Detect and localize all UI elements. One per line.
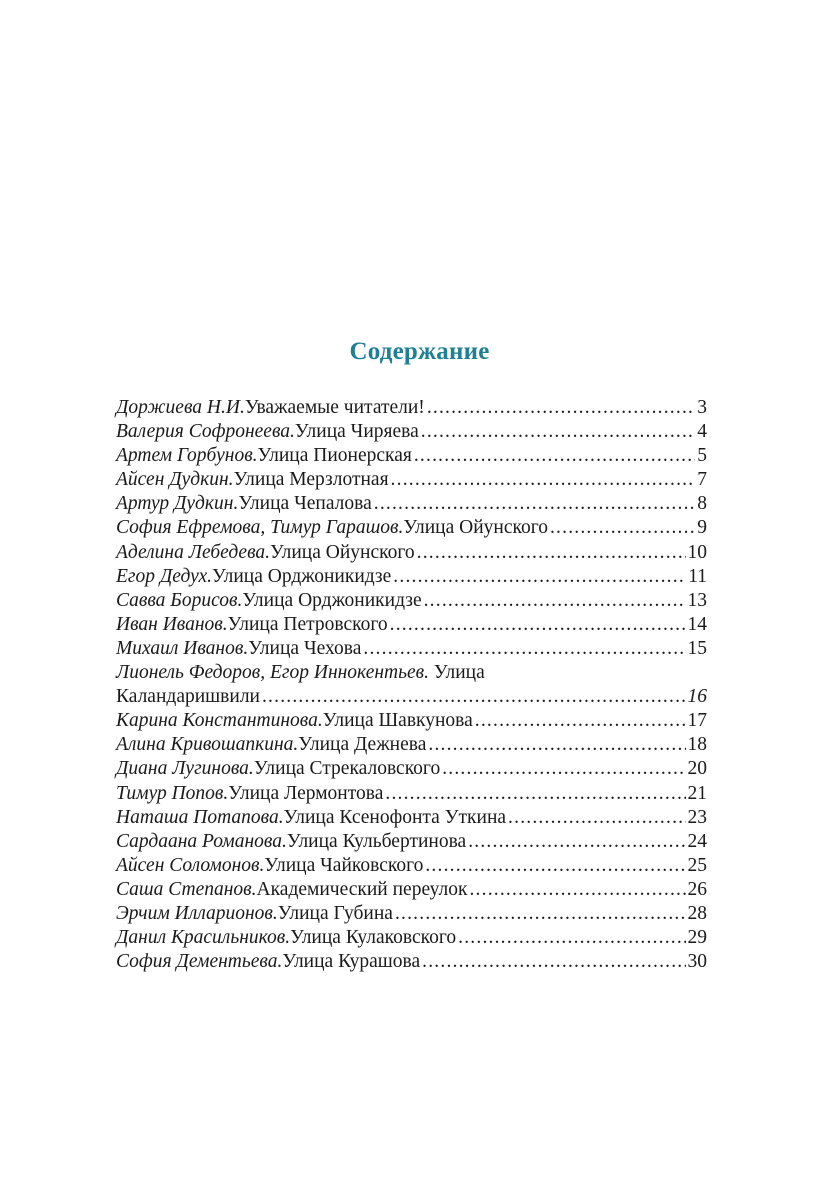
entry-author: Карина Константинова.: [116, 710, 323, 732]
entry-title: Улица Губина: [277, 902, 393, 924]
entry-title: Улица Стрекаловского: [253, 758, 441, 780]
entry-author: Айсен Соломонов.: [116, 854, 265, 876]
toc-entry[interactable]: [116, 902, 707, 926]
entry-author: Михаил Иванов.: [116, 637, 249, 659]
entry-author: София Ефремова, Тимур Гарашов.: [116, 517, 404, 539]
entry-author: Наташа Потапова.: [116, 806, 284, 828]
toc-entry[interactable]: [116, 565, 707, 589]
entry-author: Диана Лугинова.: [116, 758, 254, 780]
dot-leader: [428, 733, 685, 757]
entry-page-number: 28: [687, 902, 707, 924]
toc-entry[interactable]: [116, 541, 707, 565]
entry-author: Сардаана Романова.: [116, 830, 287, 852]
toc-entry[interactable]: [116, 782, 707, 806]
entry-author: Валерия Софронеева.: [116, 421, 295, 443]
entry-page-number: 9: [697, 517, 707, 539]
entry-title: Улица Ойунского: [270, 541, 415, 563]
dot-leader: [414, 444, 695, 468]
dot-leader: [417, 541, 686, 565]
entry-author: Алина Кривошапкина.: [116, 734, 299, 756]
entry-title: Уважаемые читатели!: [244, 397, 425, 418]
entry-title-continued: Каландаришвили: [116, 686, 260, 708]
entry-title: Улица Кулаковского: [290, 927, 457, 949]
entry-author: София Дементьева.: [116, 951, 283, 973]
entry-title: Улица Кульбертинова: [286, 830, 467, 852]
entry-page-number: 17: [687, 710, 707, 732]
table-of-contents: [116, 396, 707, 974]
entry-author: Иван Иванов.: [116, 613, 228, 635]
entry-title: Улица Ойунского: [403, 517, 548, 539]
toc-entry[interactable]: [116, 806, 707, 830]
entry-page-number: 23: [687, 806, 707, 828]
dot-leader: [424, 589, 686, 613]
entry-title: Академический переулок: [256, 878, 468, 900]
entry-page-number: 13: [687, 589, 707, 611]
entry-author: Лионель Федоров, Егор Иннокентьев.: [116, 662, 429, 684]
toc-entry[interactable]: [116, 613, 707, 637]
dot-leader: [427, 396, 695, 420]
toc-entry[interactable]: [116, 589, 707, 613]
entry-title: Улица Дежнева: [298, 734, 427, 756]
entry-author: Айсен Дудкин.: [116, 469, 234, 491]
entry-page-number: 30: [687, 951, 707, 973]
entry-title: Улица Чехова: [248, 637, 362, 659]
toc-entry[interactable]: [116, 733, 707, 757]
toc-entry[interactable]: [116, 637, 707, 661]
dot-leader: [363, 637, 685, 661]
dot-leader: [393, 565, 686, 589]
toc-entry[interactable]: [116, 516, 707, 540]
entry-title: Улица Орджоникидзе: [242, 589, 422, 611]
entry-page-number: 8: [697, 493, 707, 515]
entry-page-number: 11: [688, 565, 707, 587]
toc-entry[interactable]: [116, 830, 707, 854]
entry-title: Улица Курашова: [282, 951, 421, 973]
entry-title: Улица Чайковского: [264, 854, 424, 876]
entry-author: Аделина Лебедева.: [116, 541, 271, 563]
entry-title: Улица: [428, 662, 485, 684]
entry-author: Артем Горбунов.: [116, 445, 258, 467]
dot-leader: [550, 516, 695, 540]
entry-page-number: 7: [697, 469, 707, 491]
dot-leader: [391, 468, 696, 492]
entry-title: Улица Мерзлотная: [233, 469, 389, 491]
entry-page-number: 14: [687, 613, 707, 635]
entry-title: Улица Орджоникидзе: [212, 565, 392, 587]
toc-entry[interactable]: [116, 950, 707, 974]
dot-leader: [469, 878, 685, 902]
dot-leader: [390, 613, 686, 637]
toc-entry[interactable]: [116, 757, 707, 781]
entry-page-number: 16: [687, 686, 707, 708]
entry-title: Улица Петровского: [227, 613, 388, 635]
entry-page-number: 4: [697, 421, 707, 443]
toc-entry[interactable]: [116, 420, 707, 444]
toc-entry[interactable]: [116, 661, 707, 709]
entry-title: Улица Пионерская: [257, 445, 412, 467]
toc-entry[interactable]: [116, 878, 707, 902]
entry-page-number: 29: [687, 927, 707, 949]
entry-author: Егор Дедух.: [116, 565, 213, 587]
dot-leader: [262, 685, 686, 709]
entry-author: Савва Борисов.: [116, 589, 243, 611]
entry-author: Данил Красильников.: [116, 927, 291, 949]
toc-entry[interactable]: [116, 444, 707, 468]
toc-entry[interactable]: [116, 492, 707, 516]
entry-page-number: 3: [697, 397, 707, 418]
dot-leader: [395, 902, 686, 926]
entry-page-number: 10: [687, 541, 707, 563]
toc-entry[interactable]: [116, 854, 707, 878]
toc-entry[interactable]: [116, 926, 707, 950]
entry-author: Саша Степанов.: [116, 878, 257, 900]
entry-title: Улица Чиряева: [294, 421, 419, 443]
entry-page-number: 20: [687, 758, 707, 780]
entry-page-number: 21: [687, 782, 707, 804]
dot-leader: [421, 420, 696, 444]
dot-leader: [475, 709, 686, 733]
dot-leader: [442, 757, 685, 781]
dot-leader: [508, 806, 685, 830]
entry-title: Улица Лермонтова: [228, 782, 384, 804]
entry-page-number: 5: [697, 445, 707, 467]
entry-author: Доржиева Н.И.: [116, 397, 245, 418]
entry-title: Улица Чепалова: [238, 493, 372, 515]
entry-title: Улица Ксенофонта Уткина: [283, 806, 507, 828]
entry-page-number: 18: [687, 734, 707, 756]
page-title: Содержание: [349, 338, 490, 365]
dot-leader: [458, 926, 685, 950]
entry-page-number: 15: [687, 637, 707, 659]
toc-entry[interactable]: [116, 396, 707, 420]
entry-page-number: 26: [687, 878, 707, 900]
entry-author: Эрчим Илларионов.: [116, 902, 278, 924]
entry-author: Артур Дудкин.: [116, 493, 239, 515]
dot-leader: [422, 950, 685, 974]
entry-page-number: 24: [687, 830, 707, 852]
dot-leader: [468, 830, 685, 854]
entry-title: Улица Шавкунова: [322, 710, 473, 732]
entry-page-number: 25: [687, 854, 707, 876]
toc-entry[interactable]: [116, 709, 707, 733]
dot-leader: [385, 782, 685, 806]
entry-author: Тимур Попов.: [116, 782, 229, 804]
toc-entry[interactable]: [116, 468, 707, 492]
dot-leader: [425, 854, 685, 878]
dot-leader: [374, 492, 696, 516]
